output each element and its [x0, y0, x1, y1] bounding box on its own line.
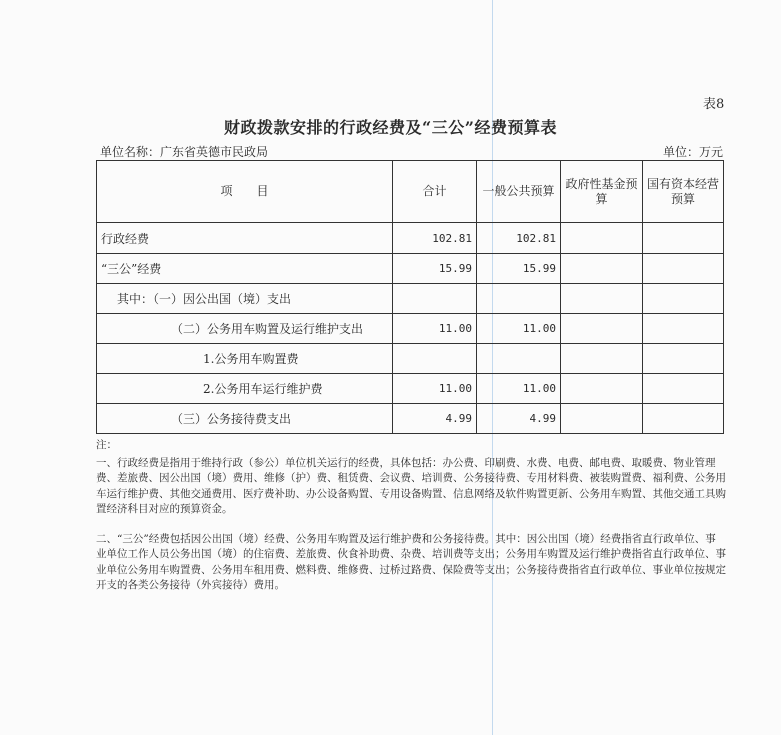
table-number: 表8: [703, 97, 725, 112]
row-general: [477, 344, 561, 374]
row-capital: [643, 314, 724, 344]
row-fund: [561, 284, 643, 314]
row-general: 11.00: [477, 314, 561, 344]
row-total: 11.00: [393, 374, 477, 404]
row-capital: [643, 374, 724, 404]
row-capital: [643, 344, 724, 374]
unit-name: 单位名称：广东省英德市民政局: [100, 145, 269, 159]
row-item: 行政经费: [97, 223, 393, 254]
table-row: [97, 254, 724, 284]
note-paragraph-1: 一、行政经费是指用于维持行政（参公）单位机关运行的经费，具体包括：办公费、印刷费、水费、电费、邮电费、取暖费、物业管理费、差旅费、因公出国（境）费用、维修（护）费、租赁费、会议费、培训费、公务接待费、专用材料费、被装购置费、福利费、公务用车运行维护费、其他交通费用、医疗费补助、办公设备购置、专用设备购置、信息网络及软件购置更新、公务用车购置、其他交通工具购置经济科目对应的预算资金。: [96, 456, 726, 515]
row-item: 1.公务用车购置费: [97, 344, 393, 374]
table-row: [97, 223, 724, 254]
row-general: [477, 284, 561, 314]
header-capital-budget: 国有资本经营预算: [643, 161, 724, 223]
row-item: 2.公务用车运行维护费: [97, 374, 393, 404]
notes-heading: 注：: [96, 439, 117, 451]
row-fund: [561, 344, 643, 374]
table-row: [97, 284, 724, 314]
header-total: 合计: [393, 161, 477, 223]
row-general: 102.81: [477, 223, 561, 254]
row-total: 11.00: [393, 314, 477, 344]
row-fund: [561, 404, 643, 434]
row-fund: [561, 314, 643, 344]
row-item: （三）公务接待费支出: [97, 404, 393, 434]
row-total: 102.81: [393, 223, 477, 254]
currency-unit: 单位：万元: [663, 145, 724, 159]
row-general: 11.00: [477, 374, 561, 404]
row-total: 4.99: [393, 404, 477, 434]
header-fund-budget: 政府性基金预算: [561, 161, 643, 223]
row-fund: [561, 374, 643, 404]
row-item: “三公”经费: [97, 254, 393, 284]
row-item: 其中：（一）因公出国（境）支出: [97, 284, 393, 314]
table-header-row: [97, 161, 724, 223]
header-item: 项 目: [97, 161, 393, 223]
budget-table: [96, 160, 724, 434]
row-capital: [643, 404, 724, 434]
row-fund: [561, 254, 643, 284]
header-general-budget: 一般公共预算: [477, 161, 561, 223]
table-row: [97, 404, 724, 434]
row-total: 15.99: [393, 254, 477, 284]
document-title: 财政拨款安排的行政经费及“三公”经费预算表: [224, 118, 557, 137]
row-total: [393, 284, 477, 314]
row-capital: [643, 223, 724, 254]
table-row: [97, 344, 724, 374]
row-capital: [643, 254, 724, 284]
notes-section: [96, 438, 726, 594]
note-paragraph-2: 二、“三公”经费包括因公出国（境）经费、公务用车购置及运行维护费和公务接待费。其中：因公出国（境）经费指省直行政单位、事业单位工作人员公务出国（境）的住宿费、差旅费、伙食补助费、杂费、培训费等支出；公务用车购置及运行维护费指省直行政单位、事业单位公务用车购置费、公务用车租用费、燃料费、维修费、过桥过路费、保险费等支出；公务接待费指省直行政单位、事业单位按规定开支的各类公务接待（外宾接待）费用。: [96, 532, 726, 591]
row-capital: [643, 284, 724, 314]
row-general: 4.99: [477, 404, 561, 434]
row-fund: [561, 223, 643, 254]
row-item: （二）公务用车购置及运行维护支出: [97, 314, 393, 344]
table-row: [97, 314, 724, 344]
row-total: [393, 344, 477, 374]
row-general: 15.99: [477, 254, 561, 284]
table-row: [97, 374, 724, 404]
